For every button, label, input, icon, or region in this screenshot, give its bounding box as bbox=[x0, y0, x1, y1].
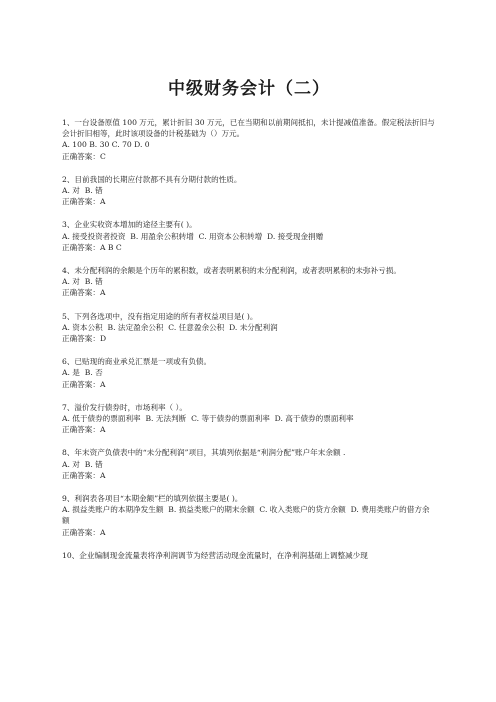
question-options: A. 损益类账户的本期净发生额 B. 损益类账户的期末余额 C. 收入类账户的贷方余额 D. 费用类账户的借方余额 bbox=[62, 505, 430, 526]
question-answer: 正确答案：A bbox=[62, 288, 106, 298]
question-text: 5、下列各选项中，没有指定用途的所有者权益项目是( )。 bbox=[62, 311, 258, 321]
question-item-4 bbox=[62, 265, 436, 299]
question-item-1 bbox=[62, 117, 436, 162]
question-answer: 正确答案：C bbox=[62, 151, 106, 161]
question-options: A. 接受投资者投资 B. 用盈余公积转增 C. 用资本公积转增 D. 接受现金捐赠 bbox=[62, 231, 324, 241]
question-item-5 bbox=[62, 311, 436, 345]
question-item-8 bbox=[62, 447, 436, 481]
question-item-9 bbox=[62, 493, 436, 538]
question-answer: 正确答案：A bbox=[62, 379, 106, 389]
question-options: A. 是 B. 否 bbox=[62, 368, 103, 378]
question-text: 10、企业编制现金流量表将净利润调节为经营活动现金流量时，在净利润基础上调整减少现 bbox=[62, 550, 368, 560]
question-text: 3、企业实收资本增加的途径主要有( )。 bbox=[62, 220, 197, 230]
page-title: 中级财务会计（二） bbox=[168, 79, 330, 99]
question-text: 4、未分配利润的余额是个历年的累积数，或者表明累积的未分配利润，或者表明累积的未弥补亏损。 bbox=[62, 266, 401, 276]
question-item-7 bbox=[62, 402, 436, 436]
question-text: 6、已贴现的商业承兑汇票是一项或有负债。 bbox=[62, 357, 212, 367]
question-text: 1、一台设备原值 100 万元，累计折旧 30 万元，已在当期和以前期间抵扣，未计提减值准备。假定税法折旧与会计折旧相等，此时该项设备的计税基础为（）万元。 bbox=[62, 118, 435, 139]
question-text: 9、利润表各项目“本期金额”栏的填列依据主要是( )。 bbox=[62, 494, 243, 504]
question-text: 8、年末资产负债表中的“未分配利润”项目，其填列依据是“利润分配”账户年末余额 . bbox=[62, 448, 346, 458]
question-options: A. 对 B. 错 bbox=[62, 186, 103, 196]
question-text: 2、目前我国的长期应付款都不具有分期付款的性质。 bbox=[62, 174, 242, 184]
question-answer: 正确答案：A bbox=[62, 197, 106, 207]
question-answer: 正确答案：A bbox=[62, 527, 106, 537]
question-answer: 正确答案：D bbox=[62, 334, 107, 344]
question-answer: 正确答案：A bbox=[62, 470, 106, 480]
question-text: 7、溢价发行债券时，市场利率（ ）。 bbox=[62, 402, 187, 412]
question-item-2 bbox=[62, 174, 436, 208]
question-item-10 bbox=[62, 550, 436, 561]
question-options: A. 低于债券的票面利率 B. 无法判断 C. 等于债券的票面利率 D. 高于债券的票面利率 bbox=[62, 414, 354, 424]
question-options: A. 资本公积 B. 法定盈余公积 C. 任意盈余公积 D. 未分配利润 bbox=[62, 322, 278, 332]
question-item-6 bbox=[62, 356, 436, 390]
question-answer: 正确答案：A B C bbox=[62, 242, 122, 252]
question-options: A. 对 B. 错 bbox=[62, 459, 103, 469]
question-options: A. 100 B. 30 C. 70 D. 0 bbox=[62, 140, 150, 150]
question-options: A. 对 B. 错 bbox=[62, 277, 103, 287]
question-list bbox=[62, 117, 436, 561]
question-answer: 正确答案：A bbox=[62, 425, 106, 435]
question-item-3 bbox=[62, 219, 436, 253]
